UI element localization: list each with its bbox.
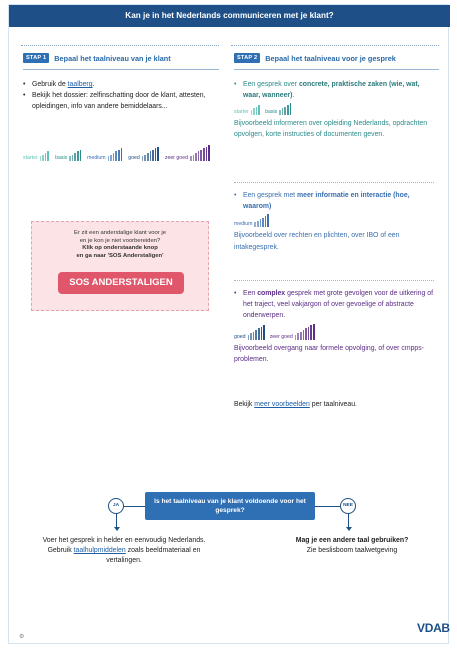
level-scale xyxy=(23,145,210,161)
signal-bars-icon xyxy=(251,105,260,115)
level-starter xyxy=(23,151,49,161)
level-label: zeer goed xyxy=(164,155,188,162)
yes-circle: JA xyxy=(108,498,124,514)
flow-connector xyxy=(348,514,349,528)
taalhulpmiddelen-link[interactable]: taalhulpmiddelen xyxy=(73,547,126,554)
divider xyxy=(23,69,219,70)
signal-bars-icon xyxy=(254,214,269,227)
signal-bars-icon xyxy=(108,148,123,161)
conversation-complex: • Een complex gesprek met grote gevolgen voor de uitkering of het traject, veel vakjargon of over gevoelige of abstracte onderwerpen. goed zeer goed Bijvoorbeeld overgang naar formele opvolging, of over cmpps-problemen. xyxy=(234,288,434,365)
more-examples: Bekijk meer voorbeelden per taalniveau. xyxy=(234,401,357,408)
sos-box xyxy=(31,221,209,311)
step1-list xyxy=(23,79,213,113)
signal-bars-icon xyxy=(295,324,315,340)
accessibility-icon: ⚙ xyxy=(19,634,25,640)
signal-bars-icon xyxy=(279,103,291,114)
divider xyxy=(234,182,434,183)
no-outcome-title: Mag je een andere taal gebruiken? xyxy=(295,537,409,544)
example-text: Bijvoorbeeld informeren over opleiding Nederlands, opdrachten opvolgen, korte instructies of documenten geven. xyxy=(234,119,428,138)
level-label: goed xyxy=(234,333,246,340)
decision-question: Is het taalniveau van je klant voldoende voor het gesprek? xyxy=(145,492,315,520)
taalberg-link[interactable]: taalberg xyxy=(67,81,93,88)
list-item: • Bekijk het dossier: zelfinschatting door de klant, attesten, opleidingen, info van andere bemiddelaars... xyxy=(23,90,213,112)
step1-heading xyxy=(23,53,171,63)
more-examples-link[interactable]: meer voorbeelden xyxy=(254,401,310,408)
divider xyxy=(231,45,439,46)
step2-heading xyxy=(234,53,396,63)
level-label: goed xyxy=(128,155,140,162)
signal-bars-icon xyxy=(248,325,265,340)
level-goed xyxy=(234,325,265,340)
level-zeer-goed xyxy=(165,145,210,161)
level-label: starter xyxy=(23,155,38,162)
level-label: zeer goed xyxy=(269,333,293,340)
conversation-basic: • Een gesprek over concrete, praktische zaken (wie, wat, waar, wanneer). starter basis Bijvoorbeeld informeren over opleiding Nederlands, opdrachten opvolgen, korte instructies of documenten geven. xyxy=(234,79,434,140)
signal-bars-icon xyxy=(69,150,81,161)
level-indicator xyxy=(234,103,434,114)
level-basis xyxy=(55,150,81,161)
yes-outcome: Voer het gesprek in helder en eenvoudig Nederlands. Gebruik taalhulpmiddelen zoals beeldmateriaal en vertalingen. xyxy=(42,537,206,564)
level-zeer-goed xyxy=(270,324,315,340)
level-indicator xyxy=(234,324,434,340)
sos-anderstaligen-button[interactable]: SOS ANDERSTALIGEN xyxy=(58,272,184,294)
arrow-down-icon xyxy=(114,527,120,531)
level-starter xyxy=(234,105,260,115)
step1-title: Bepaal het taalniveau van je klant xyxy=(54,53,171,63)
level-basis xyxy=(265,103,291,114)
divider xyxy=(234,280,434,281)
no-outcome xyxy=(267,536,437,556)
level-label: basis xyxy=(55,155,68,162)
conversation-medium: • Een gesprek met meer informatie en interactie (hoe, waarom) medium Bijvoorbeeld over rechten en plichten, over IBO of een intakegesprek. xyxy=(234,190,434,253)
signal-bars-icon xyxy=(142,147,159,162)
flow-connector xyxy=(116,514,117,528)
arrow-down-icon xyxy=(346,527,352,531)
level-label: medium xyxy=(234,221,253,228)
signal-bars-icon xyxy=(190,145,210,161)
no-circle: NEE xyxy=(340,498,356,514)
vdab-logo: VDAB xyxy=(417,621,450,635)
level-indicator xyxy=(234,214,434,227)
no-outcome-text: Zie beslisboom taalwetgeving xyxy=(306,547,398,554)
page-title: Kan je in het Nederlands communiceren met je klant? xyxy=(9,5,450,27)
step2-badge: STAP 2 xyxy=(234,53,260,63)
example-text: Bijvoorbeeld over rechten en plichten, over IBO of een intakegesprek. xyxy=(234,232,400,251)
example-text: Bijvoorbeeld overgang naar formele opvolging, of over cmpps-problemen. xyxy=(234,344,424,363)
level-label: basis xyxy=(265,108,278,115)
level-medium xyxy=(87,148,122,161)
level-medium xyxy=(234,214,269,227)
divider xyxy=(234,69,439,70)
divider xyxy=(21,45,219,46)
level-label: starter xyxy=(234,108,249,115)
sos-text: Er zit een anderstalige klant voor je en je kon je niet voorbereiden? Klik op onderstaande knop en ga naar 'SOS Anderstaligen' xyxy=(73,230,166,259)
signal-bars-icon xyxy=(40,151,49,161)
page xyxy=(8,4,449,644)
list-item: • Gebruik de taalberg. xyxy=(23,79,213,90)
level-goed xyxy=(128,147,159,162)
step2-title: Bepaal het taalniveau voor je gesprek xyxy=(265,53,396,63)
step1-badge: STAP 1 xyxy=(23,53,49,63)
level-label: medium xyxy=(87,155,106,162)
